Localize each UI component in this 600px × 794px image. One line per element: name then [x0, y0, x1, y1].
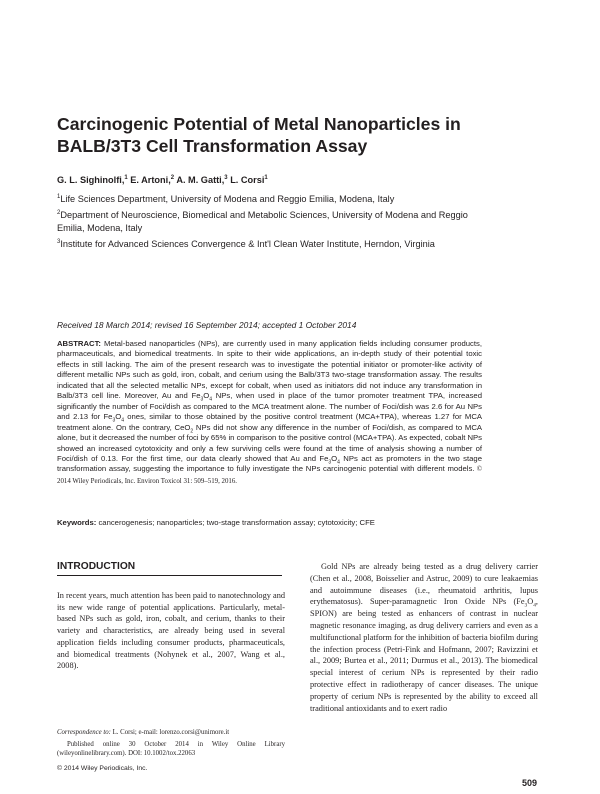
- affiliation: [57, 238, 487, 251]
- author-mark: 3: [224, 174, 228, 181]
- correspondence-footnote: [57, 728, 285, 759]
- paragraph-text: , SPION) are being tested as enhancers of contrast in nuclear magnetic resonance imaging, as drug delivery carriers and even as a multifunctional platform for the inhibition of bacteria biofilm during the infection process (Petri-Fink and Hofmann, 2007; Ravizzini et al., 2009; Burtea et al., 2011; Durmus et al., 2013). The biomedical special interest of cerium NPs is represented by their radio protective effect in radiotherapy of cancer diseases. The unique property of cerium NPs is represented by the ability to exceed all traditional antioxidants and to exert radio: [310, 597, 538, 713]
- subscript: 4: [121, 417, 124, 424]
- affiliation-text: Life Sciences Department, University of Modena and Reggio Emilia, Modena, Italy: [60, 194, 395, 204]
- author-mark: 1: [264, 174, 268, 181]
- paragraph-text: Gold NPs are already being tested as a drug delivery carrier (Chen et al., 2008, Boisselier and Astruc, 2009) to cure leakaemias and autoimmune diseases (i.e., rheumatoid arthritis, lupus erythematosus). Super-paramagnetic Iron Oxide NPs (Fe: [310, 562, 538, 607]
- journal-citation: © 2014 Wiley Periodicals, Inc. Environ Toxicol 31: 509–519, 2016.: [57, 466, 482, 485]
- affiliation: [57, 209, 487, 236]
- copyright: © 2014 Wiley Periodicals, Inc.: [57, 765, 148, 772]
- affiliation-mark: 1: [57, 193, 61, 200]
- keywords: [57, 518, 482, 528]
- author-name: E. Artoni,: [130, 175, 171, 185]
- subscript: 2: [190, 428, 194, 435]
- subscript: 4: [533, 603, 536, 610]
- author-name: L. Corsi: [230, 175, 265, 185]
- published-note: Published online 30 October 2014 in Wiley Online Library (wileyonlinelibrary.com). DOI: 10.1002/tox.22063: [57, 741, 285, 758]
- page-number: 509: [522, 778, 538, 788]
- article-title: Carcinogenic Potential of Metal Nanoparticles in BALB/3T3 Cell Transformation Assay: [57, 114, 461, 156]
- author-name: A. M. Gatti,: [176, 175, 225, 185]
- affiliation-text: Department of Neuroscience, Biomedical and Metabolic Sciences, University of Modena and Reggio Emilia, Modena, Italy: [57, 210, 468, 234]
- author-list: [57, 175, 268, 185]
- subscript: 3: [328, 459, 332, 466]
- abstract-text: ones, similar to those obtained by the positive control treatment (MCA+TPA), whereas 1.27 for MCA treatment alone. On the contrary, CeO: [57, 412, 482, 432]
- abstract-text: NPs, when used in place of the tumor promoter treatment TPA, increased significantly the number of Foci/dish as compared to the MCA treatment alone. The number of Foci/dish was 2.6 for Au NPs and 2.13 for Fe: [57, 391, 482, 422]
- correspondence-text: L. Corsi; e-mail: lorenzo.corsi@unimore.it: [110, 729, 230, 736]
- affiliation-mark: 2: [57, 209, 61, 216]
- correspondence-label: Correspondence to:: [57, 729, 111, 736]
- heading-rule: [57, 575, 282, 576]
- received-dates: Received 18 March 2014; revised 16 September 2014; accepted 1 October 2014: [57, 320, 357, 330]
- author-mark: 1: [124, 174, 128, 181]
- paragraph-text: O: [527, 597, 534, 607]
- section-heading: INTRODUCTION: [57, 561, 136, 572]
- abstract-text: NPs act as promoters in the two stage transformation assay, suggesting the importance to fully investigate the NPs carcinogenic potential with different models.: [57, 453, 482, 474]
- paragraph: In recent years, much attention has been paid to nanotechnology and its new wide range of potential applications. Particularly, metal-based NPs such as gold, iron, cobalt, and cerium, thanks to their variety and characteristics, are already being used in several application fields including consumer products, pharmaceuticals, and biomedical treatments (Nohynek et al., 2007, Wang et al., 2008).: [57, 591, 285, 671]
- subscript: 3: [200, 396, 204, 403]
- keywords-text: cancerogenesis; nanoparticles; two-stage transformation assay; cytotoxicity; CFE: [96, 518, 375, 527]
- abstract: ABSTRACT: Metal-based nanoparticles (NPs), are currently used in many application fields including consumer products, pharmaceuticals, and biomedical treatments. In spite to their wide applications, an in-depth study of their potential toxic effects in still lacking. The aim of the present research was to investigate the potential initiator or promoter-like activity of different metallic NPs such as gold, iron, cobalt, and cerium using the Balb/3T3 two-stage transformation assay. The results indicated that all the selected metallic NPs, except for cobalt, when used as initiators did not induce any transformation in Balb/3T3 cell line. Moreover, Au and $Fe_3O_4$ NPs, when used in place of the tumor promoter treatment TPA, increased significantly the number of Foci/dish as compared to the MCA treatment alone. The number of Foci/dish was 2.6 for Au NPs and 2.13 for $Fe_3O_4$ ones, similar to those obtained by the positive control treatment (MCA+TPA), whereas 1.27 for MCA treatment alone. On the contrary, CeO$_2$ NPs did not show any difference in the number of Foci/dish, as compared to MCA alone, but it decreased the number of foci by 65% in comparison to the positive control (MCA+TPA). As expected, cobalt NPs showed an increased cytotoxicity and only a few surviving cells were found at the time of analysis showing a number of Foci/dish of 0.13. For the first time, our data clearly showed that Au and $Fe_3O_4$ NPs act as promoters in the two stage transformation assay, suggesting the importance to fully investigate the NPs carcinogenic potential with different models. © 2014 Wiley Periodicals, Inc. Environ Toxicol 31: 509–519, 2016.: [57, 339, 483, 485]
- author-name: G. L. Sighinolfi,: [57, 175, 125, 185]
- subscript: 4: [337, 459, 340, 466]
- body-column-left: [57, 590, 285, 672]
- subscript: 3: [112, 417, 116, 424]
- subscript: 4: [209, 396, 213, 403]
- subscript: 3: [524, 603, 528, 610]
- paragraph: [310, 561, 538, 714]
- abstract-text: Metal-based nanoparticles (NPs), are currently used in many application fields including consumer products, pharmaceuticals, and biomedical treatments. In spite to their wide applications, an in-depth study of their potential toxic effects in still lacking. The aim of the present research was to investigate the potential initiator or promoter-like activity of different metallic NPs such as gold, iron, cobalt, and cerium using the Balb/3T3 two-stage transformation assay. The results indicated that all the selected metallic NPs, except for cobalt, when used as initiators did not induce any transformation in Balb/3T3 cell line. Moreover, Au and Fe: [57, 339, 482, 401]
- abstract-text: NPs did not show any difference in the number of Foci/dish, as compared to MCA alone, but it decreased the number of foci by 65% in comparison to the positive control (MCA+TPA). As expected, cobalt NPs showed an increased cytotoxicity and only a few surviving cells were found at the time of analysis showing a number of Foci/dish of 0.13. For the first time, our data clearly showed that Au and Fe: [57, 422, 483, 463]
- abstract-label: ABSTRACT:: [57, 339, 101, 348]
- affiliation-text: Institute for Advanced Sciences Convergence & Int'l Clean Water Institute, Herndon, Virginia: [60, 239, 435, 249]
- keywords-label: Keywords:: [57, 518, 97, 527]
- affiliation-mark: 3: [57, 238, 61, 245]
- author-mark: 2: [170, 174, 175, 181]
- body-column-right: [310, 561, 538, 714]
- affiliation: [57, 193, 487, 206]
